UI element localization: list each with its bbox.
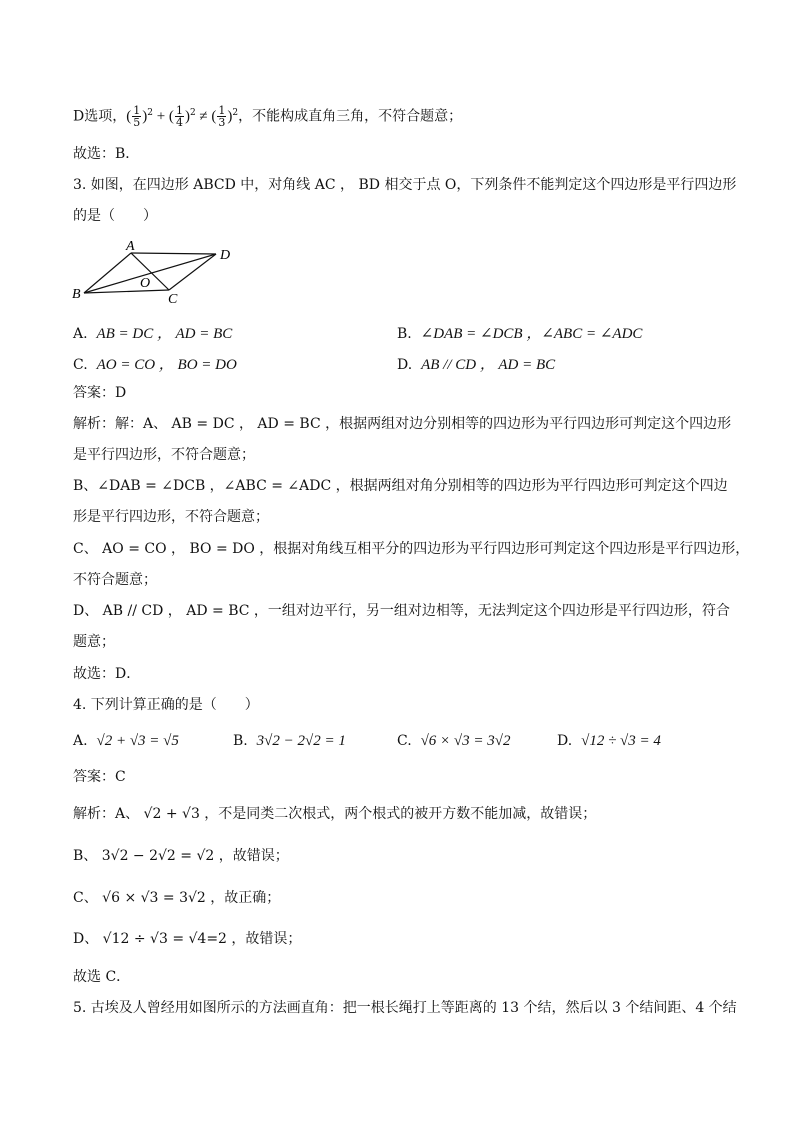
q3-analysis-line: 解析：解：A、 AB = DC ， AD = BC ，根据两组对边分别相等的四边形为平行四边形可判定这个四边形 [73, 416, 732, 432]
side-ab [84, 253, 131, 293]
q4-answer: 答案：C [73, 769, 126, 785]
q3-analysis-line: 形是平行四边形，不符合题意； [73, 509, 269, 525]
q3-analysis-line: 是平行四边形，不符合题意； [73, 447, 255, 463]
q3-option-d: D. AB // CD ， AD = BC [397, 357, 556, 373]
q3-analysis-line: B、∠DAB = ∠DCB ，∠ABC = ∠ADC ，根据两组对角分别相等的四边形为平行四边形可判定这个四边 [73, 478, 728, 494]
d-option-tail: ，不能构成直角三角，不符合题意； [238, 108, 463, 125]
side-dc [169, 254, 216, 290]
fraction-1: $\frac{1}{5}$ [133, 104, 141, 130]
q3-analysis-line: 不符合题意； [73, 572, 157, 588]
q4-analysis-line: C、 √6 × √3 = 3√2 ，故正确； [73, 890, 281, 906]
q3-analysis-line: 题意； [73, 634, 115, 650]
q4-analysis-line: B、 3√2 − 2√2 = √2 ，故错误； [73, 848, 289, 864]
q4-analysis-line: 解析：A、 √2 + √3 ，不是同类二次根式，两个根式的被开方数不能加减，故错误； [73, 806, 597, 822]
label-a: A [126, 239, 135, 254]
q4-option-d: D. √12 ÷ √3 = 4 [557, 733, 661, 749]
q3-answer: 答案：D [73, 385, 127, 401]
fraction-2: $\frac{1}{4}$ [175, 104, 183, 130]
label-c: C [168, 292, 178, 307]
q3-stem-line1: 3. 如图，在四边形 ABCD 中，对角线 AC ， BD 相交于点 O，下列条件不能判定这个四边形是平行四边形 [73, 177, 737, 193]
q4-option-a: A. √2 + √3 = √5 [73, 733, 179, 749]
fraction-3: $\frac{1}{3}$ [218, 104, 226, 130]
side-bc [84, 290, 169, 293]
q4-option-b: B. 3√2 − 2√2 = 1 [233, 733, 346, 749]
parallelogram-figure [68, 238, 238, 308]
q5-stem-line1: 5. 古埃及人曾经用如图所示的方法画直角：把一根长绳打上等距离的 13 个结，然后以 3 个结间距、4 个结 [73, 1000, 737, 1016]
q3-stem-line2: 的是（ ） [73, 208, 157, 224]
q4-stem: 4. 下列计算正确的是（ ） [73, 697, 259, 713]
q3-analysis-line: D、 AB // CD ， AD = BC ，一组对边平行，另一组对边相等，无法判定这个四边形是平行四边形，符合 [73, 603, 730, 619]
q4-option-c: C. √6 × √3 = 3√2 [397, 733, 511, 749]
d-option-lead: D选项， [73, 108, 127, 125]
q3-option-a: A. AB = DC ， AD = BC [73, 326, 233, 342]
q3-option-c: C. AO = CO ， BO = DO [73, 357, 237, 373]
q3-analysis-line: C、 AO = CO ， BO = DO ，根据对角线互相平分的四边形为平行四边形可判定这个四边形是平行四边形， [73, 541, 750, 557]
q4-conclusion: 故选 C． [73, 969, 131, 985]
label-b: B [72, 287, 81, 302]
side-ad [131, 253, 216, 254]
label-o: O [140, 276, 151, 291]
q3-conclusion: 故选：D． [73, 666, 141, 682]
q3-option-b: B. ∠DAB = ∠DCB ，∠ABC = ∠ADC [397, 326, 643, 342]
previous-answer: 故选：B． [73, 146, 140, 162]
q4-analysis-line: D、 √12 ÷ √3 = √4=2 ，故错误； [73, 931, 302, 947]
d-option-line: D选项，( $\frac{1}{5}$ )$^2$ + ( $\frac{1}{4}$ )$^2$ ≠ ( $\frac{1}{3}$ )$^2$，不能构成直角三角，不符合题意； [73, 104, 463, 130]
label-d: D [220, 248, 231, 263]
